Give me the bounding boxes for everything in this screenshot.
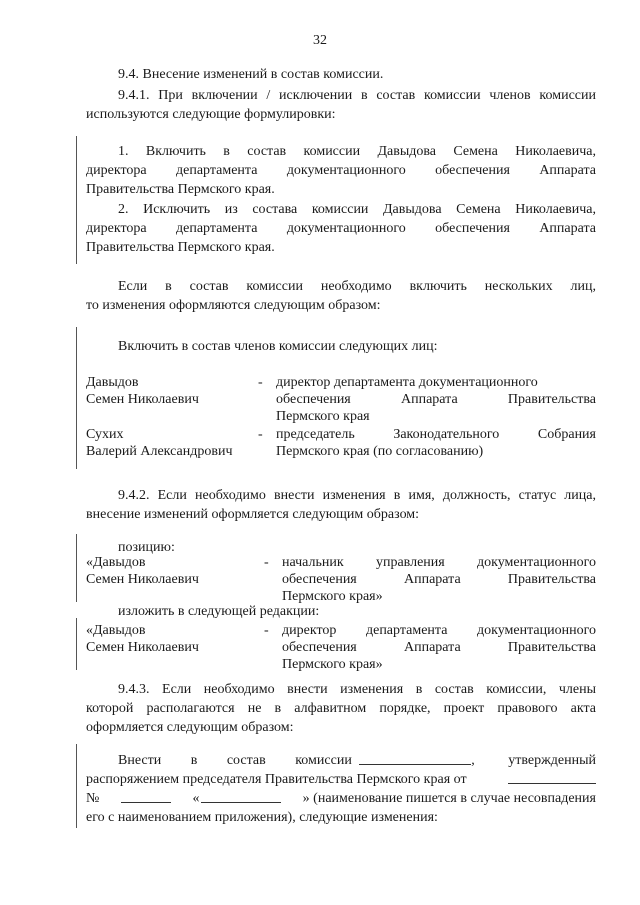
restate-label: изложить в следующей редакции:: [118, 604, 320, 619]
old-position-name: [86, 554, 256, 588]
final-line3: [86, 790, 596, 807]
dash: -: [264, 623, 269, 638]
final-text: Внести в состав комиссии: [118, 753, 352, 768]
final-text: , утвержденный: [471, 753, 596, 768]
desc-line: обеспечения Аппарата Правительства: [282, 640, 596, 656]
margin-bar: [76, 744, 77, 828]
person-surname: Давыдов: [86, 375, 139, 390]
dash: -: [264, 555, 269, 570]
final-line2: [86, 771, 596, 788]
new-position-name: [86, 622, 256, 656]
person-2-description: [276, 426, 596, 460]
position-label: позицию:: [118, 540, 175, 555]
example-1-line2: директора департамента документационного обеспечения Аппарата: [86, 163, 596, 178]
old-position-description: [282, 554, 596, 605]
blank-field: [121, 790, 171, 803]
multi-line1: Если в состав комиссии необходимо включить нескольких лиц,: [118, 279, 596, 294]
blank-field: [201, 790, 281, 803]
final-blank-group: [359, 752, 596, 769]
final-text: » (наименование пишется в случае несовпадения: [302, 791, 596, 806]
person-surname: «Давыдов: [86, 623, 146, 638]
margin-bar: [76, 327, 77, 469]
dash: -: [258, 427, 263, 442]
person-given-names: Семен Николаевич: [86, 392, 199, 408]
section-9-4-2-line2: внесение изменений оформляется следующим образом:: [86, 507, 420, 522]
person-1-name: [86, 374, 256, 408]
blank-field: [359, 752, 471, 765]
final-line1: [118, 752, 596, 769]
section-9-4-3-line2: которой располагаются не в алфавитном порядке, проект правового акта: [86, 701, 596, 716]
final-text: распоряжением председателя Правительства Пермского края от: [86, 772, 467, 787]
person-surname: Сухих: [86, 427, 124, 442]
desc-line: обеспечения Аппарата Правительства: [276, 392, 596, 408]
desc-line: обеспечения Аппарата Правительства: [282, 572, 596, 588]
section-9-4-3-line1: 9.4.3. Если необходимо внести изменения в состав комиссии, члены: [118, 682, 596, 697]
margin-bar: [76, 618, 77, 670]
margin-bar: [76, 136, 77, 264]
final-text: №: [86, 791, 100, 806]
desc-line: председатель Законодательного Собрания: [276, 427, 596, 442]
margin-bar: [76, 534, 77, 602]
final-line4: его с наименованием приложения), следующие изменения:: [86, 810, 438, 825]
desc-line: Пермского края»: [282, 657, 383, 673]
page-number: 32: [313, 33, 327, 48]
desc-line: начальник управления документационного: [282, 555, 596, 570]
person-1-description: [276, 374, 596, 425]
example-1-line1: 1. Включить в состав комиссии Давыдова Семена Николаевича,: [118, 144, 596, 159]
section-9-4-1-line1: 9.4.1. При включении / исключении в состав комиссии членов комиссии: [118, 88, 596, 103]
section-9-4-1-line2: используются следующие формулировки:: [86, 107, 336, 122]
desc-line: директор департамента документационного: [282, 623, 596, 638]
multi-line2: то изменения оформляются следующим образом:: [86, 298, 381, 313]
example-2-line3: Правительства Пермского края.: [86, 240, 275, 255]
example-1-line3: Правительства Пермского края.: [86, 182, 275, 197]
section-9-4-3-line3: оформляется следующим образом:: [86, 720, 294, 735]
new-position-description: [282, 622, 596, 673]
example-2-line1: 2. Исключить из состава комиссии Давыдова Семена Николаевича,: [118, 202, 596, 217]
desc-line: директор департамента документационного: [276, 375, 538, 390]
section-9-4-2-line1: 9.4.2. Если необходимо внести изменения в имя, должность, статус лица,: [118, 488, 596, 503]
desc-line: Пермского края: [276, 409, 370, 425]
final-text: «: [192, 791, 200, 806]
blank-field: [508, 771, 596, 784]
person-given-names: Семен Николаевич: [86, 572, 199, 588]
desc-line: Пермского края (по согласованию): [276, 444, 484, 460]
desc-line: Пермского края»: [282, 589, 383, 605]
section-9-4-heading: 9.4. Внесение изменений в состав комиссии.: [118, 67, 384, 82]
person-surname: «Давыдов: [86, 555, 146, 570]
dash: -: [258, 375, 263, 390]
example-2-line2: директора департамента документационного обеспечения Аппарата: [86, 221, 596, 236]
person-given-names: Семен Николаевич: [86, 640, 199, 656]
person-given-names: Валерий Александрович: [86, 444, 233, 460]
include-heading: Включить в состав членов комиссии следующих лиц:: [118, 339, 438, 354]
person-2-name: [86, 426, 256, 460]
